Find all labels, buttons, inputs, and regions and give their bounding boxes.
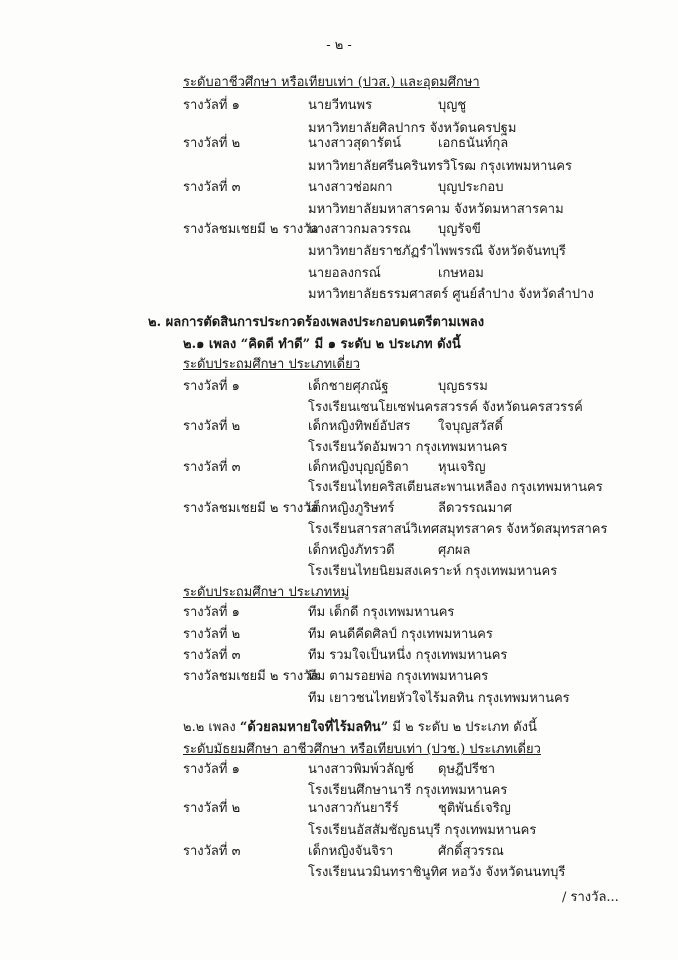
award-label: รางวัลที่ ๒ (183, 136, 241, 151)
winner-surname: บุญธรรม (438, 379, 488, 394)
honorable-mention-label: รางวัลชมเชยมี ๒ รางวัล (183, 501, 319, 516)
winner-surname: หุนเจริญ (438, 460, 486, 475)
winner-institution: โรงเรียนสารสาสน์วิเทศสมุทรสาคร จังหวัดสมุทรสาคร (308, 522, 608, 537)
winner-institution: โรงเรียนนวมินทราชินูทิศ หอวัง จังหวัดนนทบุรี (308, 865, 566, 880)
winner-surname: ดุษฎีปรีชา (438, 762, 496, 777)
subsection-suffix: มี ๒ ระดับ ๒ ประเภท ดังนี้ (388, 720, 537, 735)
award-label: รางวัลที่ ๑ (183, 379, 240, 394)
award-label: รางวัลที่ ๑ (183, 762, 240, 777)
winner-surname: บุญรัจขี (438, 222, 481, 237)
award-label: รางวัลที่ ๑ (183, 98, 240, 113)
winner-institution: โรงเรียนไทยนิยมสงเคราะห์ กรุงเทพมหานคร (308, 564, 558, 579)
winner-institution: โรงเรียนวัดอัมพวา กรุงเทพมหานคร (308, 440, 508, 455)
winner-name: เด็กหญิงภัทรวดี (308, 543, 395, 558)
honorable-mention-label: รางวัลชมเชยมี ๒ รางวัล (183, 222, 319, 237)
winner-institution: มหาวิทยาลัยมหาสารคาม จังหวัดมหาสารคาม (308, 202, 564, 217)
award-label: รางวัลที่ ๓ (183, 648, 241, 663)
winner-surname: เอกธนันท์กุล (438, 136, 509, 151)
award-label: รางวัลที่ ๓ (183, 844, 241, 859)
winner-name: นายวีทนพร (308, 98, 373, 113)
team-name: ทีม รวมใจเป็นหนึ่ง กรุงเทพมหานคร (308, 648, 508, 663)
winner-surname: เกษหอม (438, 266, 484, 281)
subsection-title (183, 720, 537, 736)
winner-surname: บุญชู (438, 98, 467, 113)
winner-institution: โรงเรียนเซนโยเซฟนครสวรรค์ จังหวัดนครสวรรค์ (308, 400, 583, 415)
winner-institution: มหาวิทยาลัยศิลปากร จังหวัดนครปฐม (308, 121, 517, 136)
subsection-title: ๒.๑ เพลง “คิดดี ทำดี” มี ๑ ระดับ ๒ ประเภท ดังนี้ (183, 337, 461, 352)
team-name: ทีม เยาวชนไทยหัวใจไร้มลทิน กรุงเทพมหานคร (308, 691, 570, 706)
category-heading: ระดับประถมศึกษา ประเภทหมู่ (183, 585, 350, 600)
award-label: รางวัลที่ ๓ (183, 460, 241, 475)
winner-institution: โรงเรียนอัสสัมชัญธนบุรี กรุงเทพมหานคร (308, 823, 537, 838)
winner-name: เด็กหญิงบุญญ์ธิดา (308, 460, 409, 475)
section-heading: ระดับอาชีวศึกษา หรือเทียบเท่า (ปวส.) และอุดมศึกษา (183, 75, 480, 90)
award-label: รางวัลที่ ๓ (183, 180, 241, 195)
winner-surname: บุญประกอบ (438, 180, 504, 195)
page-number: - ๒ - (326, 38, 352, 53)
section-title: ๒. ผลการตัดสินการประกวดร้องเพลงประกอบดนตรีตามเพลง (148, 315, 485, 330)
team-name: ทีม เด็กดี กรุงเทพมหานคร (308, 605, 455, 620)
award-label: รางวัลที่ ๑ (183, 605, 240, 620)
winner-name: เด็กหญิงจันจิรา (308, 844, 394, 859)
award-label: รางวัลที่ ๒ (183, 419, 241, 434)
winner-surname: ลีดวรรณมาศ (438, 501, 512, 516)
honorable-mention-label: รางวัลชมเชยมี ๒ รางวัล (183, 669, 319, 684)
category-heading: ระดับมัธยมศึกษา อาชีวศึกษา หรือเทียบเท่า (ปวช.) ประเภทเดี่ยว (183, 742, 541, 757)
continuation-note: / รางวัล... (562, 890, 619, 905)
winner-surname: ศักดิ์สุวรรณ (438, 844, 504, 859)
winner-surname: ใจบุญสวัสดิ์ (438, 419, 503, 434)
winner-surname: ศุภผล (438, 543, 471, 558)
subsection-prefix: ๒.๒ เพลง (183, 720, 240, 735)
winner-name: นางสาวพิมพ์วลัญช์ (308, 762, 414, 777)
category-heading: ระดับประถมศึกษา ประเภทเดี่ยว (183, 357, 361, 372)
winner-institution: โรงเรียนศึกษานารี กรุงเทพมหานคร (308, 783, 508, 798)
winner-institution: มหาวิทยาลัยศรีนครินทรวิโรฒ กรุงเทพมหานคร (308, 159, 572, 174)
winner-name: เด็กหญิงทิพย์อัปสร (308, 419, 411, 434)
award-label: รางวัลที่ ๒ (183, 801, 241, 816)
winner-institution: มหาวิทยาลัยราชภัฏรำไพพรรณี จังหวัดจันทบุรี (308, 244, 566, 259)
winner-name: เด็กหญิงภูริษทร์ (308, 501, 395, 516)
winner-institution: โรงเรียนไทยคริสเตียนสะพานเหลือง กรุงเทพมหานคร (308, 480, 603, 495)
winner-name: เด็กชายศุภณัฐ (308, 379, 389, 394)
team-name: ทีม คนดีคีดศิลป์ กรุงเทพมหานคร (308, 627, 493, 642)
winner-name: นางสาวกันยารีร์ (308, 801, 399, 816)
award-label: รางวัลที่ ๒ (183, 627, 241, 642)
song-title: “ด้วยลมหายใจที่ไร้มลทิน” (239, 720, 389, 735)
winner-surname: ชุติพันธ์เจริญ (438, 801, 511, 816)
winner-institution: มหาวิทยาลัยธรรมศาสตร์ ศูนย์ลำปาง จังหวัดลำปาง (308, 287, 594, 302)
winner-name: นายอลงกรณ์ (308, 266, 381, 281)
winner-name: นางสาวช่อผกา (308, 180, 393, 195)
winner-name: นางสาวกมลวรรณ (308, 222, 411, 237)
team-name: ทีม ตามรอยพ่อ กรุงเทพมหานคร (308, 669, 489, 684)
winner-name: นางสาวสุดารัตน์ (308, 136, 402, 151)
